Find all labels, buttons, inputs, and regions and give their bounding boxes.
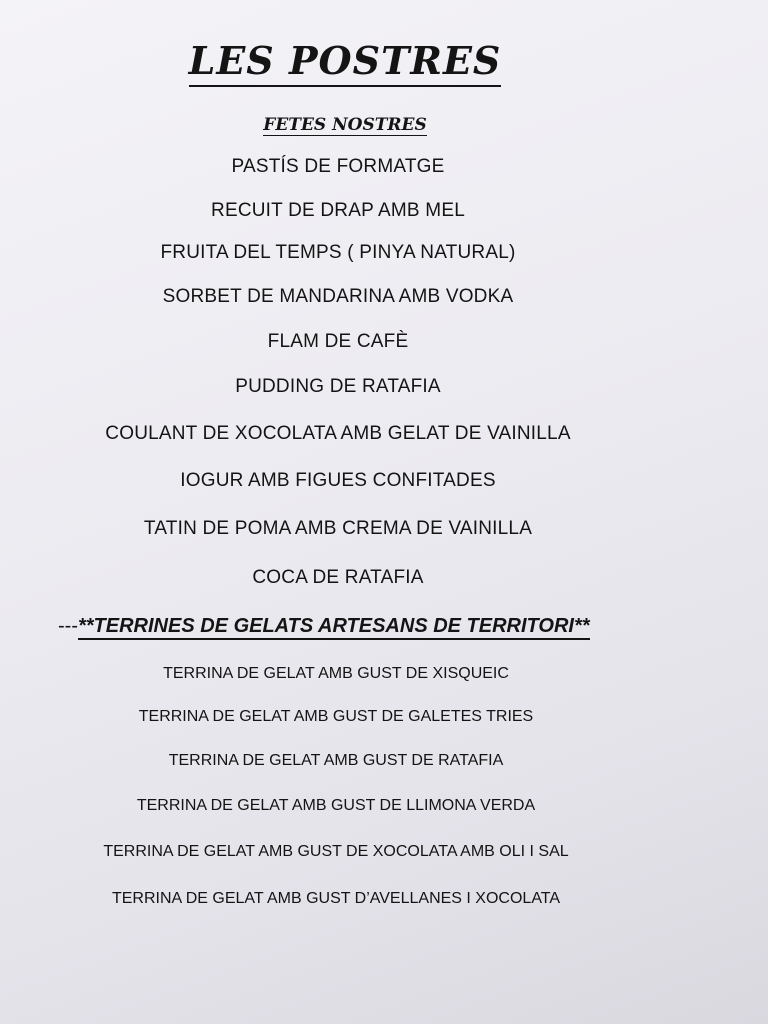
dessert-item: FRUITA DEL TEMPS ( PINYA NATURAL) — [160, 242, 516, 263]
menu-title-text: LES POSTRES — [189, 38, 502, 87]
terrine-item: TERRINA DE GELAT AMB GUST DE RATAFIA — [168, 752, 504, 769]
dessert-item: IOGUR AMB FIGUES CONFITADES — [180, 470, 496, 491]
section-heading-text: **TERRINES DE GELATS ARTESANS DE TERRITORI** — [78, 615, 590, 640]
terrine-item: TERRINA DE GELAT AMB GUST DE XISQUEIC — [163, 665, 509, 682]
terrine-item: TERRINA DE GELAT AMB GUST DE LLIMONA VERDA — [136, 797, 536, 814]
section-prefix: --- — [58, 615, 78, 637]
dessert-item: FLAM DE CAFÈ — [267, 331, 409, 352]
terrines-section-heading — [58, 615, 590, 638]
terrine-item: TERRINA DE GELAT AMB GUST D’AVELLANES I XOCOLATA — [111, 890, 561, 907]
dessert-item: PUDDING DE RATAFIA — [235, 376, 441, 397]
menu-subtitle-text: FETES NOSTRES — [263, 115, 427, 135]
dessert-item: COCA DE RATAFIA — [252, 567, 424, 588]
menu-title — [0, 38, 690, 87]
dessert-item: SORBET DE MANDARINA AMB VODKA — [162, 286, 514, 307]
menu-subtitle — [0, 115, 690, 135]
terrine-item: TERRINA DE GELAT AMB GUST DE XOCOLATA AMB OLI I SAL — [103, 843, 569, 860]
dessert-item: COULANT DE XOCOLATA AMB GELAT DE VAINILLA — [105, 423, 571, 444]
dessert-item: RECUIT DE DRAP AMB MEL — [211, 200, 465, 221]
terrine-item: TERRINA DE GELAT AMB GUST DE GALETES TRIES — [138, 708, 534, 725]
dessert-item: PASTÍS DE FORMATGE — [231, 156, 445, 177]
dessert-item: TATIN DE POMA AMB CREMA DE VAINILLA — [143, 518, 533, 539]
